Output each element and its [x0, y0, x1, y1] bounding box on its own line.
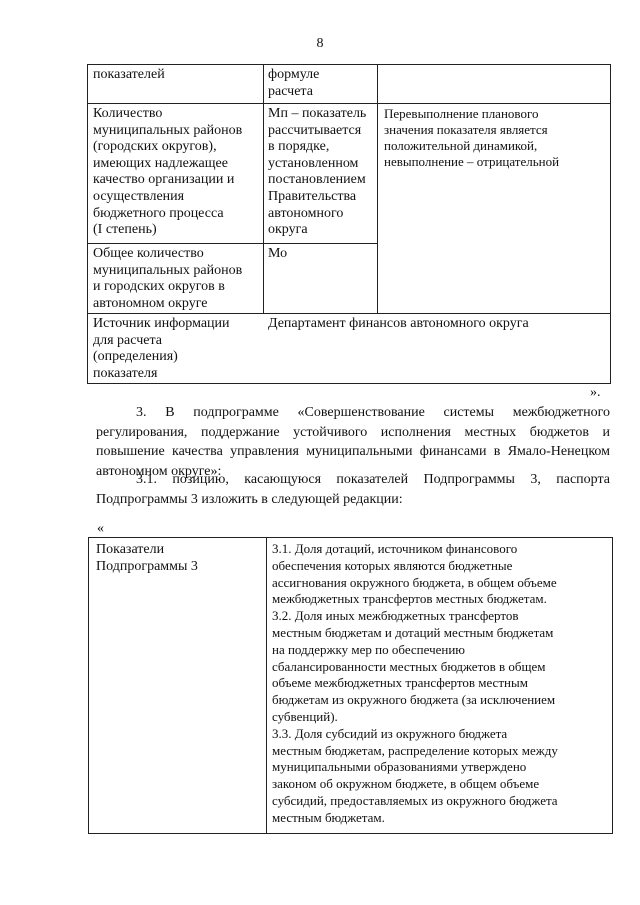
table-line [87, 64, 88, 384]
table-cell-source-value: Департамент финансов автономного округа [268, 316, 529, 331]
paragraph-3-1: 3.1. позицию, касающуюся показателей Подпрограммы 3, паспорта Подпрограммы 3 изложить в следующей редакции: [96, 472, 610, 507]
opening-quote: « [97, 521, 104, 536]
table-line [88, 833, 613, 834]
table-cell-formula: Мп – показатель рассчитывается в порядке, установленном постановлением Правительства автономного округа [268, 106, 367, 238]
table-cell-source-label: Источник информации для расчета (определения) показателя [93, 316, 230, 381]
table-cell-dynamics: Перевыполнение планового значения показателя является положительной динамикой, невыполнение – отрицательной [384, 106, 560, 169]
table-cell-header-mid: формуле расчета [268, 67, 320, 99]
table-line [612, 537, 613, 834]
table-cell-total-count: Общее количество муниципальных районов и городских округов в автономном округе [93, 246, 243, 311]
table-line [266, 537, 267, 834]
table-line [87, 64, 611, 65]
table-cell-header-left: показателей [93, 67, 165, 82]
table-line [87, 383, 611, 384]
page-number: 8 [316, 36, 324, 51]
table-line [377, 64, 378, 314]
closing-quote: ». [590, 385, 601, 400]
table-line [87, 243, 377, 244]
paragraph-3: 3. В подпрограмме «Совершенствование системы межбюджетного регулирования, поддержание устойчивого исполнения местных бюджетов и повышение качества управления муниципальными финансами в Ямало-Ненецком автономном округе»: [96, 405, 610, 479]
table-line [88, 537, 613, 538]
table-line [610, 64, 611, 384]
table-cell-indicators-list: 3.1. Доля дотаций, источником финансового обеспечения которых являются бюджетные ассигнования окружного бюджета, в общем объеме межбюджетных трансфертов местных бюджетам. 3.2. Доля иных межбюджетных трансфертов местным бюджетам и дотаций местным бюджетам на поддержку мер по обеспечению сбалансированности местных бюджетов в общем объеме межбюджетных трансфертов местным бюджетам из окружного бюджета (за исключением субвенций). 3.3. Доля субсидий из окружного бюджета местным бюджетам, распределение которых между муниципальными образованиями утверждено законом об окружном бюджете, в общем объеме субсидий, предоставляемых из окружного бюджета местным бюджетам. [272, 541, 558, 825]
table-line [263, 64, 264, 314]
table-line [87, 103, 611, 104]
table-line [88, 537, 89, 834]
table-cell-indicators-label: Показатели Подпрограммы 3 [96, 542, 198, 574]
table-line [87, 313, 611, 314]
table-cell-mo: Мо [268, 246, 288, 261]
table-cell-indicator-name: Количество муниципальных районов (городских округов), имеющих надлежащее качество организации и осуществления бюджетного процесса (I степень) [93, 106, 243, 238]
